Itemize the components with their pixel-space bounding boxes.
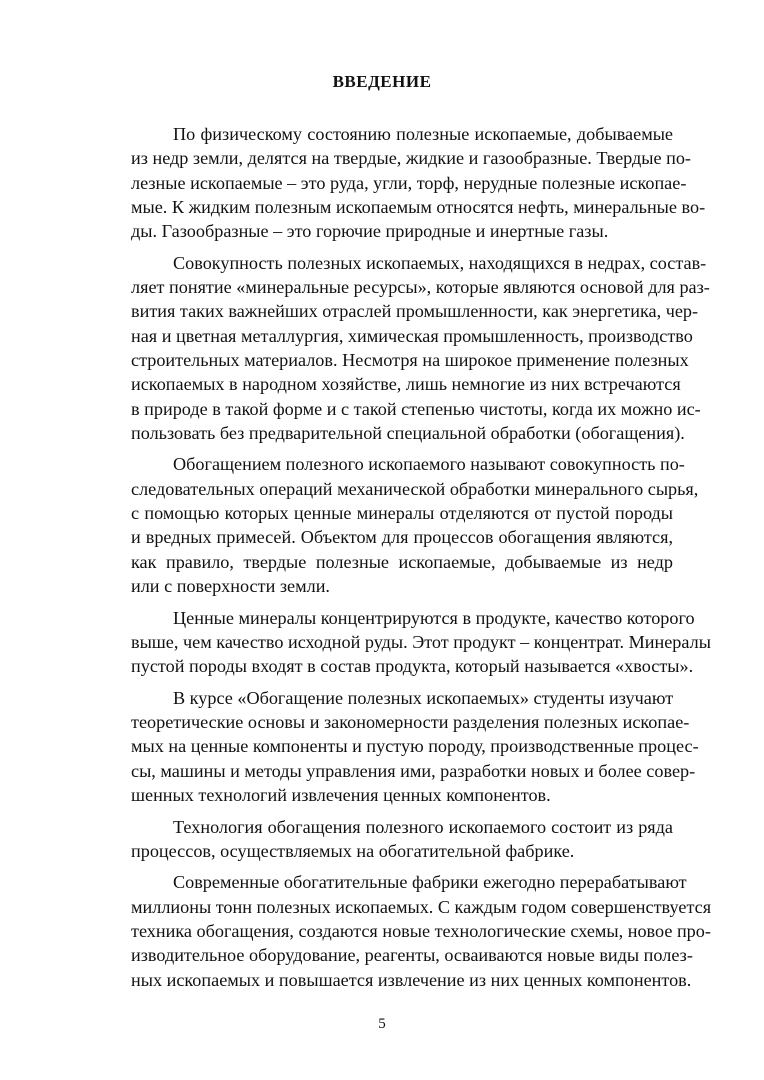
text-line: вития таких важнейших отраслей промышленности, как энергетика, чер- [131,301,699,322]
text-line: строительных материалов. Несмотря на широкое применение полезных [131,349,689,370]
page-title: ВВЕДЕНИЕ [332,72,432,91]
paragraph-gap [89,598,673,605]
text-line: шенных технологий извлечения ценных компонентов. [131,784,551,805]
text-line: пользовать без предварительной специальной обработки (обогащения). [131,422,685,443]
text-line: с помощью которых ценные минералы отделяются от пустой породы [131,503,673,524]
text-line: Ценные минералы концентрируются в продукте, качество которого [173,607,695,628]
text-line: мых на ценные компоненты и пустую породу, производственные процес- [131,736,699,757]
text-line: как правило, твердые полезные ископаемые, добываемые из недр [131,551,673,572]
text-line: Современные обогатительные фабрики ежегодно перерабатывают [173,872,687,893]
text-line: ды. Газообразные – это горючие природные и инертные газы. [131,221,609,242]
paragraph [89,815,673,864]
text-line: лезные ископаемые – это руда, угли, торф, нерудные полезные ископае- [131,172,687,193]
text-line: Обогащением полезного ископаемого называют совокупность по- [173,454,685,475]
text-line: в природе в такой форме и с такой степенью чистоты, когда их можно ис- [131,398,701,419]
paragraph-gap [89,807,673,814]
paragraph-gap [89,863,673,870]
paragraph [89,122,706,243]
text-line: мые. К жидким полезным ископаемым относятся нефть, минеральные во- [131,196,706,217]
paragraph [89,686,699,807]
text-line: Технология обогащения полезного ископаемого состоит из ряда [173,816,673,837]
text-line: и вредных примесей. Объектом для процессов обогащения являются, [131,527,673,548]
text-line: сы, машины и методы управления ими, разработки новых и более совер- [131,760,696,781]
text-line: из недр земли, делятся на твердые, жидкие и газообразные. Твердые по- [131,148,691,169]
page-number: 5 [378,1016,386,1032]
text-line: В курсе «Обогащение полезных ископаемых» студенты изучают [173,687,674,708]
text-line: По физическому состоянию полезные ископаемые, добываемые [173,124,673,144]
document-body [89,122,712,992]
text-line: процессов, осуществляемых на обогатительной фабрике. [131,840,575,861]
text-line: ляет понятие «минеральные ресурсы», которые являются основой для раз- [131,277,710,298]
text-line: теоретические основы и закономерности разделения полезных ископае- [131,712,690,733]
text-line: Совокупность полезных ископаемых, находящихся в недрах, состав- [173,252,707,273]
text-line: миллионы тонн полезных ископаемых. С каждым годом совершенствуется [131,896,712,917]
text-line: или с поверхности земли. [131,575,330,596]
paragraph [89,606,711,679]
text-line: ных ископаемых и повышается извлечение из них ценных компонентов. [131,969,692,990]
text-line: следовательных операций механической обработки минерального сырья, [131,478,699,499]
paragraph [89,452,699,598]
text-line: пустой породы входят в состав продукта, который называется «хвосты». [131,656,694,677]
text-line: изводительное оборудование, реагенты, осваиваются новые виды полез- [131,945,693,966]
text-line: техника обогащения, создаются новые технологические схемы, новое про- [131,920,711,941]
paragraph [89,870,712,991]
text-line: ископаемых в народном хозяйстве, лишь немногие из них встречаются [131,374,681,395]
text-line: ная и цветная металлургия, химическая промышленность, производство [131,325,693,346]
text-line: выше, чем качество исходной руды. Этот продукт – концентрат. Минералы [131,631,711,652]
paragraph-gap [89,243,673,250]
paragraph-gap [89,445,673,452]
paragraph-gap [89,678,673,685]
paragraph [89,251,710,445]
